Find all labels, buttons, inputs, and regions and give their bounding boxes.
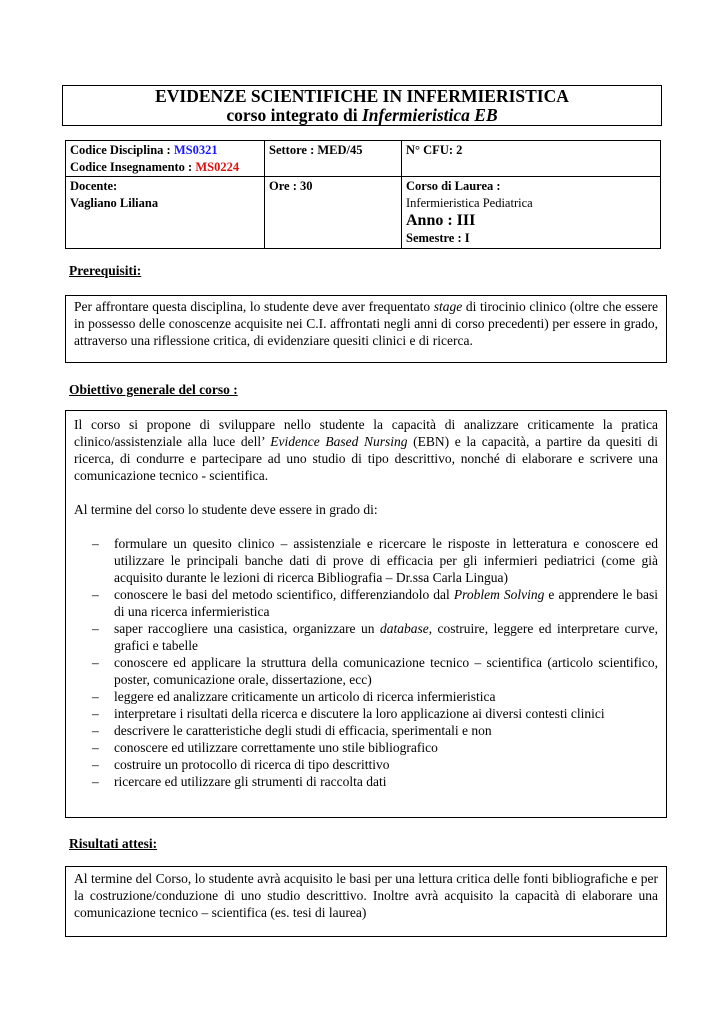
title-box xyxy=(62,85,662,126)
prerequisiti-text: Per affrontare questa disciplina, lo studente deve aver frequentato stage di tirocinio clinico (oltre che essere in possesso delle conoscenze acquisite nei C.I. affrontati negli anni di corso precedenti) per essere in grado, attraverso una riflessione critica, di evidenziare quesiti clinici e di ricerca. xyxy=(74,299,658,348)
dash-bullet: – xyxy=(92,774,99,789)
dash-bullet: – xyxy=(92,587,99,602)
obiettivo-heading: Obiettivo generale del corso : xyxy=(69,382,238,397)
obiettivo-paragraph-2: Al termine del corso lo studente deve essere in grado di: xyxy=(74,502,378,517)
objective-item: – conoscere ed utilizzare correttamente uno stile bibliografico xyxy=(92,740,438,755)
objectives-list xyxy=(74,535,658,790)
dash-bullet: – xyxy=(92,689,99,704)
dash-bullet: – xyxy=(92,536,99,551)
corso-cell xyxy=(402,177,661,249)
docente-name: Vagliano Liliana xyxy=(70,195,159,210)
subtitle-italic: Infermieristica EB xyxy=(361,105,498,125)
risultati-heading: Risultati attesi: xyxy=(69,836,158,851)
subtitle-prefix: corso integrato di xyxy=(226,105,362,125)
course-info-table xyxy=(65,140,661,249)
objective-item: – leggere ed analizzare criticamente un articolo di ricerca infermieristica xyxy=(92,689,496,704)
codes-cell xyxy=(66,141,265,177)
obiettivo-box xyxy=(65,410,667,818)
course-title: EVIDENZE SCIENTIFICHE IN INFERMIERISTICA xyxy=(155,86,569,106)
corso-value: Infermieristica Pediatrica xyxy=(406,195,533,210)
docente-label: Docente: xyxy=(70,179,118,193)
dash-bullet: – xyxy=(92,655,99,670)
anno: Anno : III xyxy=(406,212,476,229)
docente-cell xyxy=(66,177,265,249)
objective-item: – descrivere le caratteristiche degli studi di efficacia, sperimentali e non xyxy=(92,723,492,738)
dash-bullet: – xyxy=(92,757,99,772)
objective-item: – ricercare ed utilizzare gli strumenti di raccolta dati xyxy=(92,774,387,789)
ore-cell: Ore : 30 xyxy=(265,177,402,249)
codice-disciplina: Codice Disciplina : MS0321 xyxy=(70,143,218,157)
dash-bullet: – xyxy=(92,740,99,755)
risultati-text: Al termine del Corso, lo studente avrà acquisito le basi per una lettura critica delle fonti bibliografiche e per la costruzione/conduzione di uno studio descrittivo. Inoltre avrà acquisito la capacità di elaborare una comunicazione tecnico – scientifica (es. tesi di laurea) xyxy=(74,871,658,920)
codice-insegnamento: Codice Insegnamento : MS0224 xyxy=(70,159,240,174)
corso-label: Corso di Laurea : xyxy=(406,179,501,193)
dash-bullet: – xyxy=(92,723,99,738)
objective-item: – conoscere le basi del metodo scientifico, differenziandolo dal Problem Solving e apprendere le basi di una ricerca infermieristica xyxy=(92,587,658,619)
objective-item: – saper raccogliere una casistica, organizzare un database, costruire, leggere ed interpretare curve, grafici e tabelle xyxy=(92,621,658,653)
objective-item: – costruire un protocollo di ricerca di tipo descrittivo xyxy=(92,757,390,772)
cfu-cell: N° CFU: 2 xyxy=(402,141,661,177)
course-subtitle xyxy=(63,106,661,125)
semestre: Semestre : I xyxy=(406,231,470,245)
objective-item: – formulare un quesito clinico – assistenziale e ricercare le risposte in letteratura e conoscere ed utilizzare le principali banche dati di prove di efficacia per gli infermieri pediatrici (come già acquisito durante le lezioni di ricerca Bibliografia – Dr.ssa Carla Lingua) xyxy=(92,536,658,585)
dash-bullet: – xyxy=(92,706,99,721)
obiettivo-paragraph-1: Il corso si propone di sviluppare nello studente la capacità di analizzare criticamente la pratica clinico/assistenziale alla luce dell’ Evidence Based Nursing (EBN) e la capacità, a partire da quesiti di ricerca, di condurre e partecipare ad uno studio di tipo descrittivo, nonché di elaborare e scrivere una comunicazione tecnico - scientifica. xyxy=(74,417,658,483)
prerequisiti-heading: Prerequisiti: xyxy=(69,263,142,278)
codice-insegnamento-value: MS0224 xyxy=(195,159,240,174)
objective-item: – interpretare i risultati della ricerca e discutere la loro applicazione ai diversi contesti clinici xyxy=(92,706,605,721)
prerequisiti-box xyxy=(65,295,667,363)
risultati-box xyxy=(65,866,667,937)
dash-bullet: – xyxy=(92,621,99,636)
codice-disciplina-value: MS0321 xyxy=(173,143,218,157)
settore-cell: Settore : MED/45 xyxy=(265,141,402,177)
objective-item: – conoscere ed applicare la struttura della comunicazione tecnico – scientifica (articolo scientifico, poster, comunicazione orale, dissertazione, ecc) xyxy=(92,655,658,687)
